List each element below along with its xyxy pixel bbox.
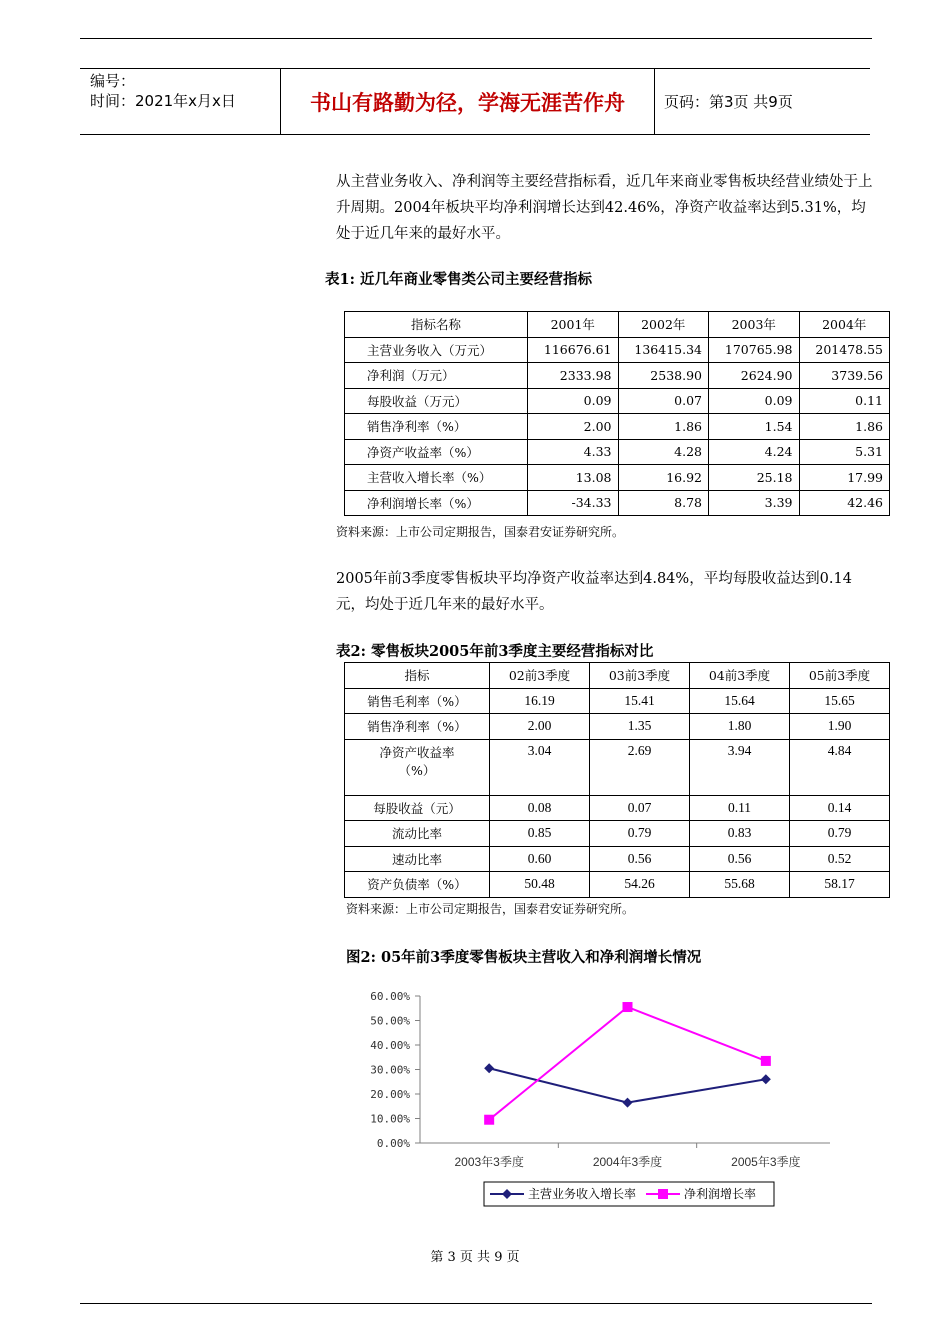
table1-value-cell: 3.39 — [709, 490, 800, 516]
table1-value-cell: 3739.56 — [799, 363, 890, 389]
table2-label-cell: 流动比率 — [345, 821, 490, 847]
table1-header-cell: 2001年 — [528, 312, 619, 338]
x-tick-label: 2005年3季度 — [731, 1155, 801, 1169]
table2-body — [345, 688, 890, 897]
table1-row — [345, 465, 890, 491]
table2-row — [345, 846, 890, 872]
series-point — [623, 1002, 633, 1012]
table2-value-cell: 1.35 — [590, 714, 690, 740]
table2-value-cell: 0.60 — [490, 846, 590, 872]
series-point — [484, 1063, 494, 1073]
table2-header-cell: 03前3季度 — [590, 663, 690, 689]
table2-row — [345, 795, 890, 821]
table2-header-cell: 04前3季度 — [690, 663, 790, 689]
table2-value-cell: 2.69 — [590, 739, 690, 795]
table2-label-cell: 销售毛利率（%） — [345, 688, 490, 714]
table1-value-cell: 1.86 — [799, 414, 890, 440]
series-point — [484, 1115, 494, 1125]
table1-value-cell: 2.00 — [528, 414, 619, 440]
table2-value-cell: 0.56 — [590, 846, 690, 872]
top-rule — [80, 38, 872, 39]
x-tick-label: 2003年3季度 — [454, 1155, 524, 1169]
table1-value-cell: 136415.34 — [618, 337, 709, 363]
table1-value-cell: 8.78 — [618, 490, 709, 516]
table1-value-cell: 4.28 — [618, 439, 709, 465]
y-tick-label: 10.00% — [370, 1112, 410, 1126]
header-motto: 书山有路勤为径，学海无涯苦作舟 — [281, 69, 655, 134]
legend-label: 净利润增长率 — [684, 1187, 757, 1201]
table2-value-cell: 58.17 — [790, 872, 890, 898]
table2-value-cell: 15.65 — [790, 688, 890, 714]
table1-header-cell: 2003年 — [709, 312, 800, 338]
table2-value-cell: 1.80 — [690, 714, 790, 740]
table1-label-cell: 每股收益（万元） — [345, 388, 528, 414]
table1-source: 资料来源：上市公司定期报告，国泰君安证券研究所。 — [336, 525, 625, 539]
table1-label-cell: 主营收入增长率（%） — [345, 465, 528, 491]
table1-value-cell: 1.54 — [709, 414, 800, 440]
header-meta — [80, 69, 281, 134]
paragraph-2: 2005年前3季度零售板块平均净资产收益率达到4.84%，平均每股收益达到0.14元，均处于近几年来的最好水平。 — [336, 571, 852, 613]
y-tick-label: 30.00% — [370, 1063, 410, 1077]
table2-source: 资料来源：上市公司定期报告，国泰君安证券研究所。 — [346, 902, 635, 916]
table2-value-cell: 2.00 — [490, 714, 590, 740]
table1-value-cell: 2538.90 — [618, 363, 709, 389]
table2-header-cell: 指标 — [345, 663, 490, 689]
series-point — [623, 1098, 633, 1108]
series-point — [761, 1056, 771, 1066]
table1-label-cell: 销售净利率（%） — [345, 414, 528, 440]
table2-value-cell: 0.11 — [690, 795, 790, 821]
table1-value-cell: 0.07 — [618, 388, 709, 414]
table1-value-cell: 4.33 — [528, 439, 619, 465]
table2-value-cell: 15.64 — [690, 688, 790, 714]
table2-header-cell: 05前3季度 — [790, 663, 890, 689]
table2-value-cell: 0.83 — [690, 821, 790, 847]
time-label: 时间：2021年x月x日 — [90, 92, 236, 110]
table2-label-cell: 销售净利率（%） — [345, 714, 490, 740]
table2-value-cell: 0.08 — [490, 795, 590, 821]
table2-value-cell: 0.07 — [590, 795, 690, 821]
table1-value-cell: 201478.55 — [799, 337, 890, 363]
table1-row — [345, 490, 890, 516]
table2-row — [345, 688, 890, 714]
paragraph-1: 从主营业务收入、净利润等主要经营指标看，近几年来商业零售板块经营业绩处于上升周期。2004年板块平均净利润增长达到42.46%，净资产收益率达到5.31%，均处于近几年来的最好水平。 — [336, 174, 873, 242]
table1-value-cell: 17.99 — [799, 465, 890, 491]
table2-value-cell: 55.68 — [690, 872, 790, 898]
table1-value-cell: 0.11 — [799, 388, 890, 414]
table1-header-row — [345, 312, 890, 338]
table1-label-cell: 净利润增长率（%） — [345, 490, 528, 516]
table2-value-cell: 0.79 — [790, 821, 890, 847]
y-tick-label: 40.00% — [370, 1039, 410, 1052]
table2-value-cell: 0.56 — [690, 846, 790, 872]
table1-value-cell: 16.92 — [618, 465, 709, 491]
table2-value-cell: 0.85 — [490, 821, 590, 847]
table2-row — [345, 714, 890, 740]
table2-header-row — [345, 663, 890, 689]
table1-value-cell: 0.09 — [709, 388, 800, 414]
table2-label-cell: 每股收益（元） — [345, 795, 490, 821]
table2-value-cell: 0.14 — [790, 795, 890, 821]
table1-label-cell: 净利润（万元） — [345, 363, 528, 389]
table1-row — [345, 439, 890, 465]
table1-body — [345, 337, 890, 516]
table2-value-cell: 3.94 — [690, 739, 790, 795]
series-point — [761, 1074, 771, 1084]
table2-label-cell: 速动比率 — [345, 846, 490, 872]
table1-row — [345, 363, 890, 389]
legend-label: 主营业务收入增长率 — [528, 1187, 637, 1201]
footer-page-number: 第 3 页 共 9 页 — [430, 1250, 520, 1265]
table2-value-cell: 3.04 — [490, 739, 590, 795]
table1-value-cell: -34.33 — [528, 490, 619, 516]
table1-header-cell: 2004年 — [799, 312, 890, 338]
table1-value-cell: 1.86 — [618, 414, 709, 440]
code-label: 编号： — [90, 72, 136, 90]
table2-header-cell: 02前3季度 — [490, 663, 590, 689]
table1-value-cell: 25.18 — [709, 465, 800, 491]
y-tick-label: 20.00% — [370, 1088, 410, 1101]
x-tick-label: 2004年3季度 — [592, 1155, 663, 1169]
y-tick-label: 60.00% — [370, 990, 410, 1003]
table-1 — [344, 311, 890, 516]
table1-header-cell: 2002年 — [618, 312, 709, 338]
table1-row — [345, 388, 890, 414]
table2-value-cell: 0.79 — [590, 821, 690, 847]
bottom-rule — [80, 1303, 872, 1304]
table2-label-cell: 净资产收益率（%） — [345, 739, 490, 795]
table1-value-cell: 42.46 — [799, 490, 890, 516]
table-2 — [344, 662, 890, 898]
legend-marker — [658, 1189, 668, 1199]
header-page-label: 页码：第3页 共9页 — [664, 93, 793, 111]
table1-value-cell: 5.31 — [799, 439, 890, 465]
y-tick-label: 0.00% — [376, 1137, 410, 1150]
table2-row — [345, 739, 890, 795]
table2-caption: 表2: 零售板块2005年前3季度主要经营指标对比 — [336, 643, 654, 660]
table1-value-cell: 170765.98 — [709, 337, 800, 363]
table2-value-cell: 50.48 — [490, 872, 590, 898]
table1-label-cell: 净资产收益率（%） — [345, 439, 528, 465]
figure-caption: 图2: 05年前3季度零售板块主营收入和净利润增长情况 — [346, 949, 702, 966]
table1-caption: 表1: 近几年商业零售类公司主要经营指标 — [325, 271, 592, 288]
growth-line-chart — [350, 982, 830, 1217]
table1-value-cell: 2333.98 — [528, 363, 619, 389]
table2-value-cell: 4.84 — [790, 739, 890, 795]
table1-header-cell: 指标名称 — [345, 312, 528, 338]
table2-row — [345, 872, 890, 898]
table2-row — [345, 821, 890, 847]
table1-value-cell: 116676.61 — [528, 337, 619, 363]
table2-value-cell: 54.26 — [590, 872, 690, 898]
table2-value-cell: 16.19 — [490, 688, 590, 714]
page-header — [80, 68, 870, 135]
table2-value-cell: 15.41 — [590, 688, 690, 714]
table2-value-cell: 0.52 — [790, 846, 890, 872]
table1-row — [345, 337, 890, 363]
table1-row — [345, 414, 890, 440]
table1-value-cell: 4.24 — [709, 439, 800, 465]
table2-label-cell: 资产负债率（%） — [345, 872, 490, 898]
table2-value-cell: 1.90 — [790, 714, 890, 740]
table1-value-cell: 2624.90 — [709, 363, 800, 389]
table1-value-cell: 13.08 — [528, 465, 619, 491]
table1-value-cell: 0.09 — [528, 388, 619, 414]
table1-label-cell: 主营业务收入（万元） — [345, 337, 528, 363]
y-tick-label: 50.00% — [370, 1014, 410, 1028]
